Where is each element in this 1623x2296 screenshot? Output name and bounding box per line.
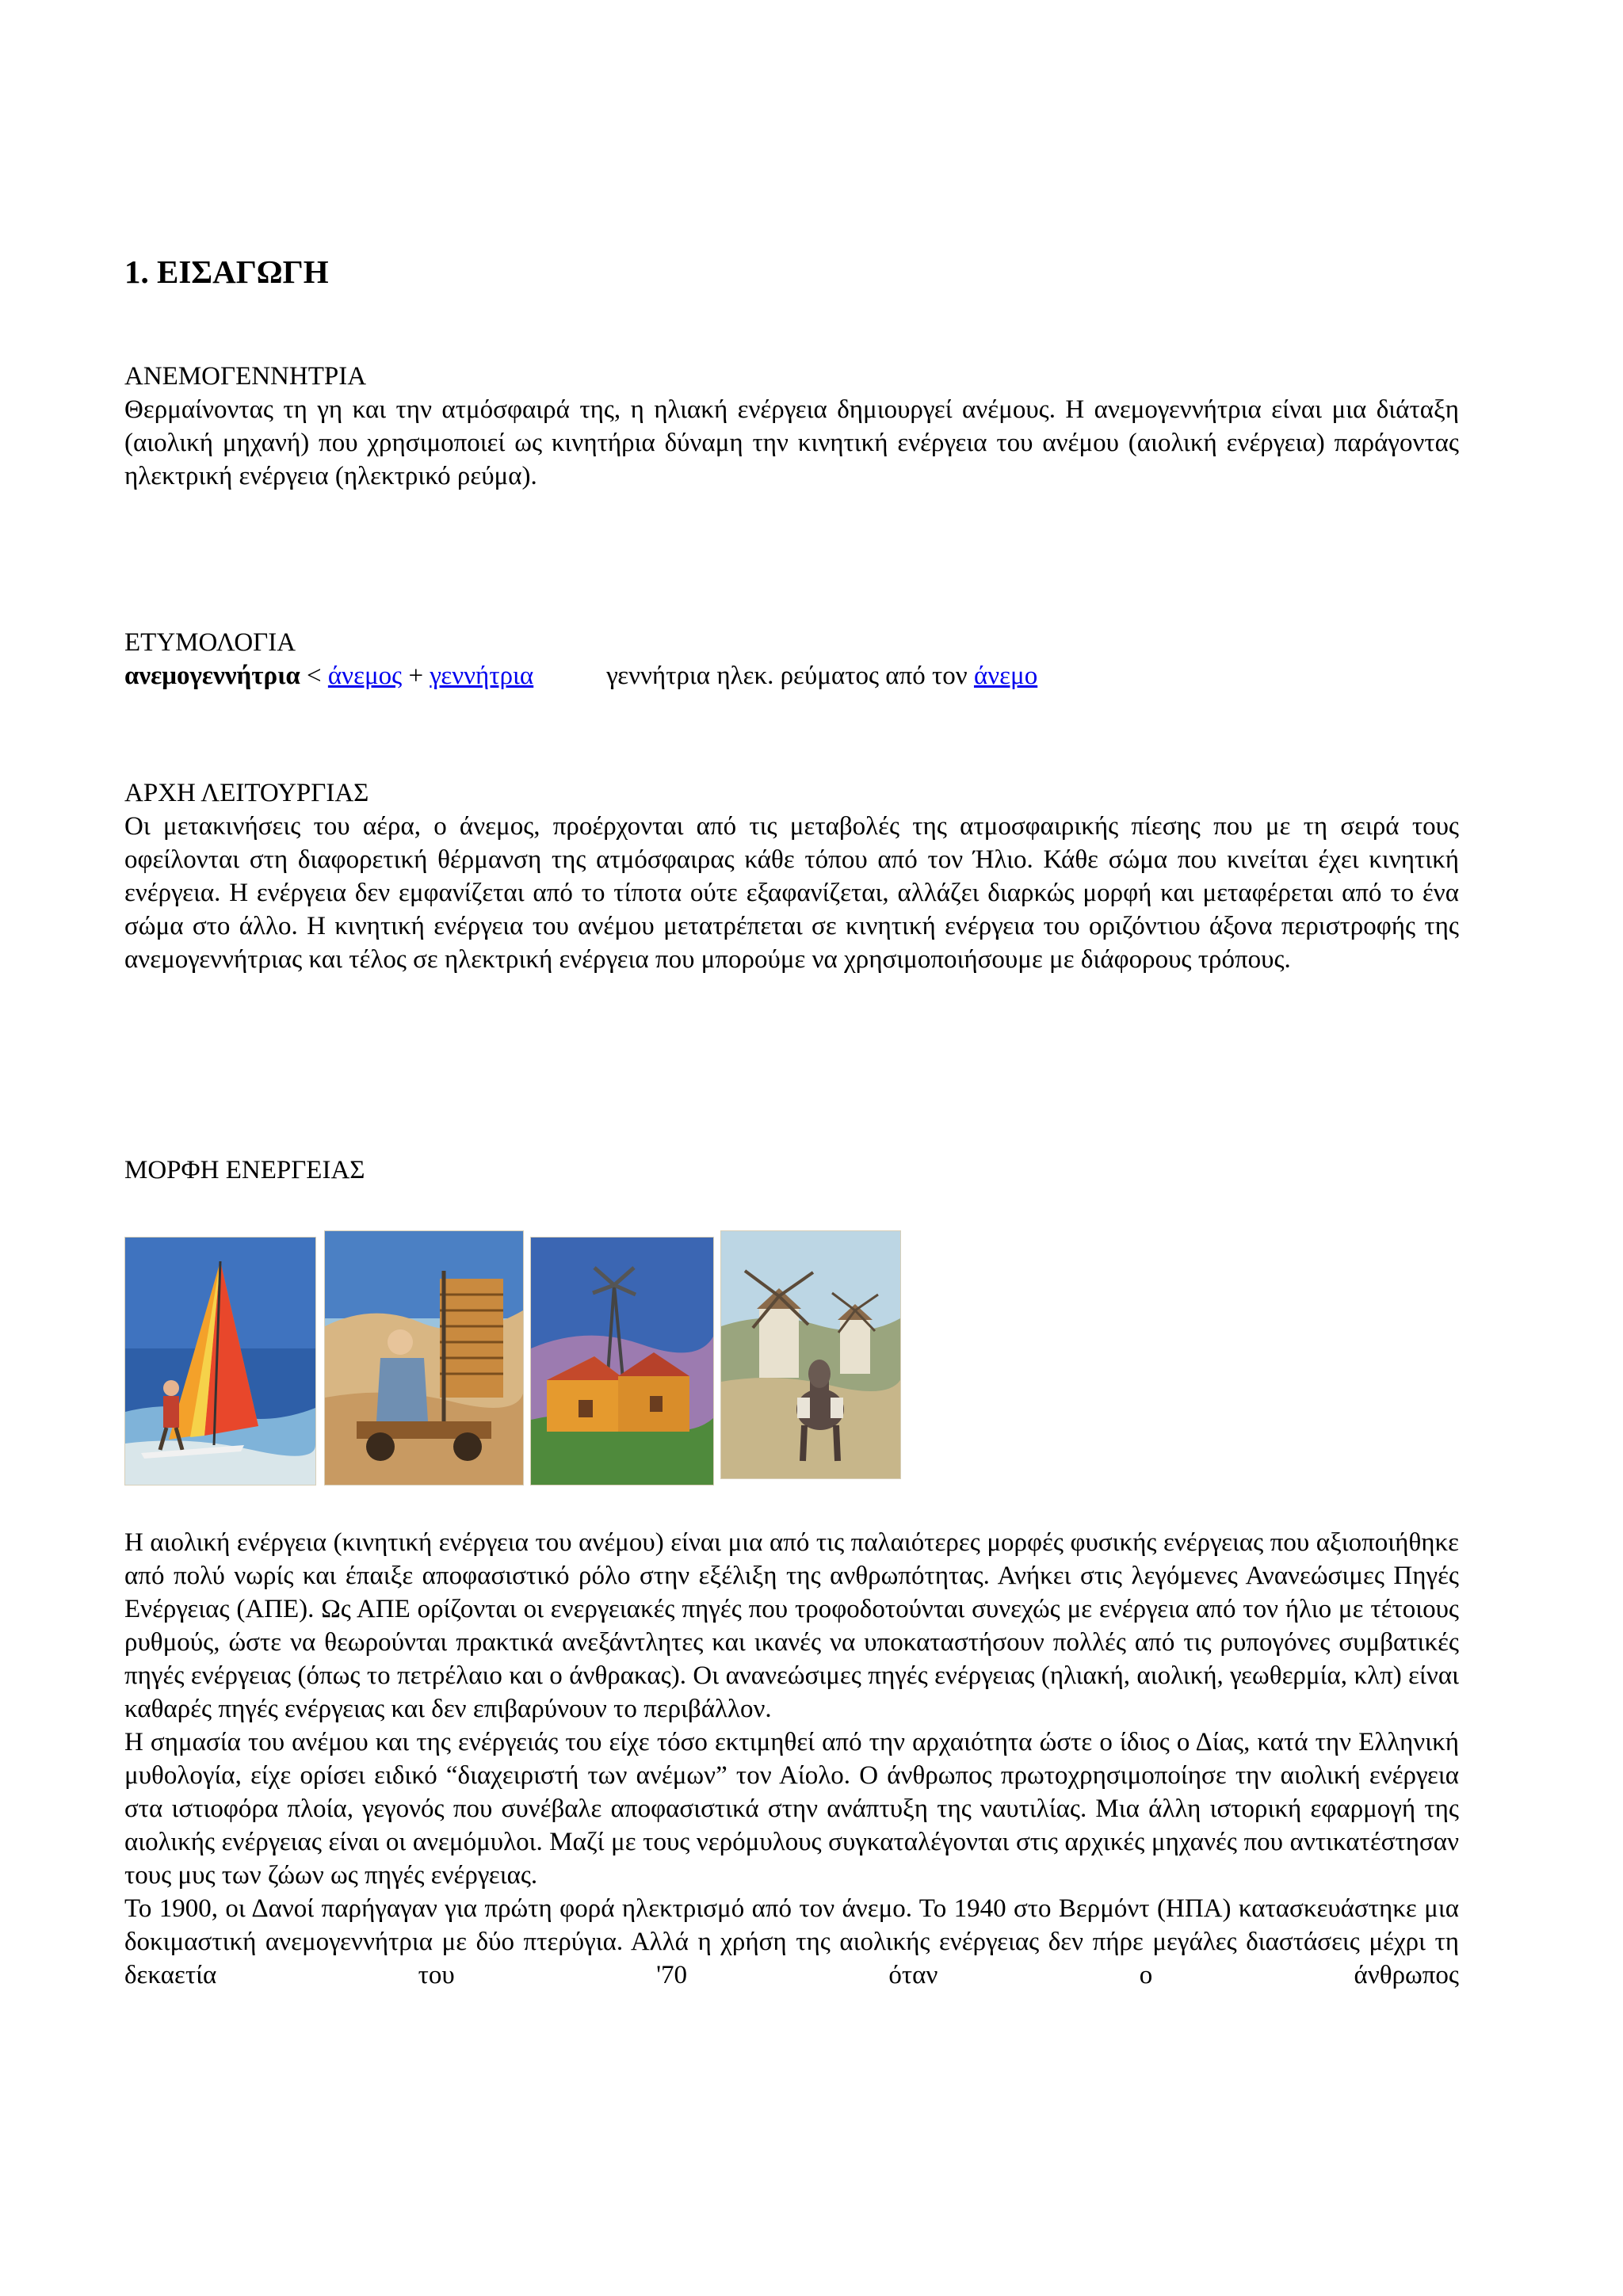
windpump-farm-graphic xyxy=(531,1238,713,1485)
windpump-farm-illustration xyxy=(530,1237,714,1486)
link-anemo[interactable]: άνεμο xyxy=(973,662,1038,690)
sail-cart-illustration xyxy=(324,1230,524,1486)
body-paragraph-3: Το 1900, οι Δανοί παρήγαγαν για πρώτη φορά ηλεκτρισμό από τον άνεμο. Το 1940 στο Βερμόντ (ΗΠΑ) κατασκευάστηκε μια δοκιμαστική ανεμογεννήτρια με δύο πτερύγια. Αλλά η χρήση της αιολικής ενέργειας δεν πήρε μεγάλες διαστάσεις μέχρι τη δεκαετία του '70 όταν ο άνθρωπος xyxy=(124,1894,1459,1989)
windmills-donkey-illustration xyxy=(720,1230,901,1479)
windsurfer-graphic xyxy=(125,1238,315,1485)
link-gennitria[interactable]: γεννήτρια xyxy=(430,662,534,690)
energy-illustrations xyxy=(124,1230,901,1484)
history-section xyxy=(124,1526,1459,1992)
windsurfer-illustration xyxy=(124,1237,316,1486)
energy-form-heading: ΜΟΡΦΗ ΕΝΕΡΓΕΙΑΣ xyxy=(124,1156,365,1184)
sail-cart-graphic xyxy=(325,1231,523,1485)
body-paragraph-2: Η σημασία του ανέμου και της ενέργειάς του είχε τόσο εκτιμηθεί από την αρχαιότητα ώστε ο ίδιος ο Δίας, κατά την Ελληνική μυθολογία, είχε ορίσει ειδικό “διαχειριστή των ανέμων” τον Αίολο. Ο άνθρωπος πρωτοχρησιμοποίησε την αιολική ενέργεια στα ιστιοφόρα πλοία, γεγονός που συνέβαλε αποφασιστικά στην ανάπτυξη της ναυτιλίας. Μια άλλη ιστορική εφαρμογή της αιολικής ενέργειας είναι οι ανεμόμυλοι. Μαζί με τους νερόμυλους συγκαταλέγονται στις αρχικές μηχανές που αντικατέστησαν τους μυς των ζώων ως πηγές ενέργειας. xyxy=(124,1728,1459,1890)
etymology-lt: < xyxy=(300,662,328,690)
etymology-definition: γεννήτρια ηλεκ. ρεύματος από τον xyxy=(606,662,974,690)
windgen-section xyxy=(124,360,1459,493)
principle-section xyxy=(124,776,1459,976)
link-anemos[interactable]: άνεμος xyxy=(327,662,403,690)
windgen-text: Θερμαίνοντας τη γη και την ατμόσφαιρά της, η ηλιακή ενέργεια δημιουργεί ανέμους. Η ανεμογεννήτρια είναι μια διάταξη (αιολική μηχανή) που χρησιμοποιεί ως κινητήρια δύναμη την κινητική ενέργεια του ανέμου (αιολική ενέργεια) παράγοντας ηλεκτρική ενέργεια (ηλεκτρικό ρεύμα). xyxy=(124,395,1459,490)
etymology-heading: ΕΤΥΜΟΛΟΓΙΑ xyxy=(124,628,296,657)
energy-form-section xyxy=(124,1154,1459,1187)
body-paragraph-1: Η αιολική ενέργεια (κινητική ενέργεια του ανέμου) είναι μια από τις παλαιότερες μορφές φυσικής ενέργειας που αξιοποιήθηκε από πολύ νωρίς και έπαιξε αποφασιστικό ρόλο στην εξέλιξη της ανθρωπότητας. Ανήκει στις λεγόμενες Ανανεώσιμες Πηγές Ενέργειας (ΑΠΕ). Ως ΑΠΕ ορίζονται οι ενεργειακές πηγές που τροφοδοτούνται συνεχώς με ενέργεια από τον ήλιο με τέτοιους ρυθμούς, ώστε να θεωρούνται πρακτικά ανεξάντλητες και ικανές να υποκαταστήσουν πολλές από τις ρυπογόνες συμβατικές πηγές ενέργειας (όπως το πετρέλαιο και ο άνθρακας). Οι ανανεώσιμες πηγές ενέργειας (ηλιακή, αιολική, γεωθερμία, κλπ) είναι καθαρές πηγές ενέργειας και δεν επιβαρύνουν το περιβάλλον. xyxy=(124,1528,1459,1723)
etymology-section xyxy=(124,626,1459,692)
etymology-line xyxy=(124,659,1459,692)
etymology-plus: + xyxy=(402,662,430,690)
section-title: 1. ΕΙΣΑΓΩΓΗ xyxy=(124,254,329,290)
etymology-term: ανεμογεννήτρια xyxy=(124,662,300,690)
windmills-donkey-graphic xyxy=(721,1231,900,1478)
principle-text: Οι μετακινήσεις του αέρα, ο άνεμος, προέρχονται από τις μεταβολές της ατμοσφαιρικής πίεσης που με τη σειρά τους οφείλονται στη διαφορετική θέρμανση της ατμόσφαιρας κάθε τόπου από τον Ήλιο. Κάθε σώμα που κινείται έχει κινητική ενέργεια. Η ενέργεια δεν εμφανίζεται από το τίποτα ούτε εξαφανίζεται, αλλάζει διαρκώς μορφή και μεταφέρεται από το ένα σώμα στο άλλο. Η κινητική ενέργεια του ανέμου μετατρέπεται σε κινητική ενέργεια του οριζόντιου άξονα περιστροφής της ανεμογεννήτριας και τέλος σε ηλεκτρική ενέργεια που μπορούμε να χρησιμοποιήσουμε με διάφορους τρόπους. xyxy=(124,812,1459,974)
windgen-heading: ΑΝΕΜΟΓΕΝΝΗΤΡΙΑ xyxy=(124,362,367,391)
principle-heading: ΑΡΧΗ ΛΕΙΤΟΥΡΓΙΑΣ xyxy=(124,779,369,807)
